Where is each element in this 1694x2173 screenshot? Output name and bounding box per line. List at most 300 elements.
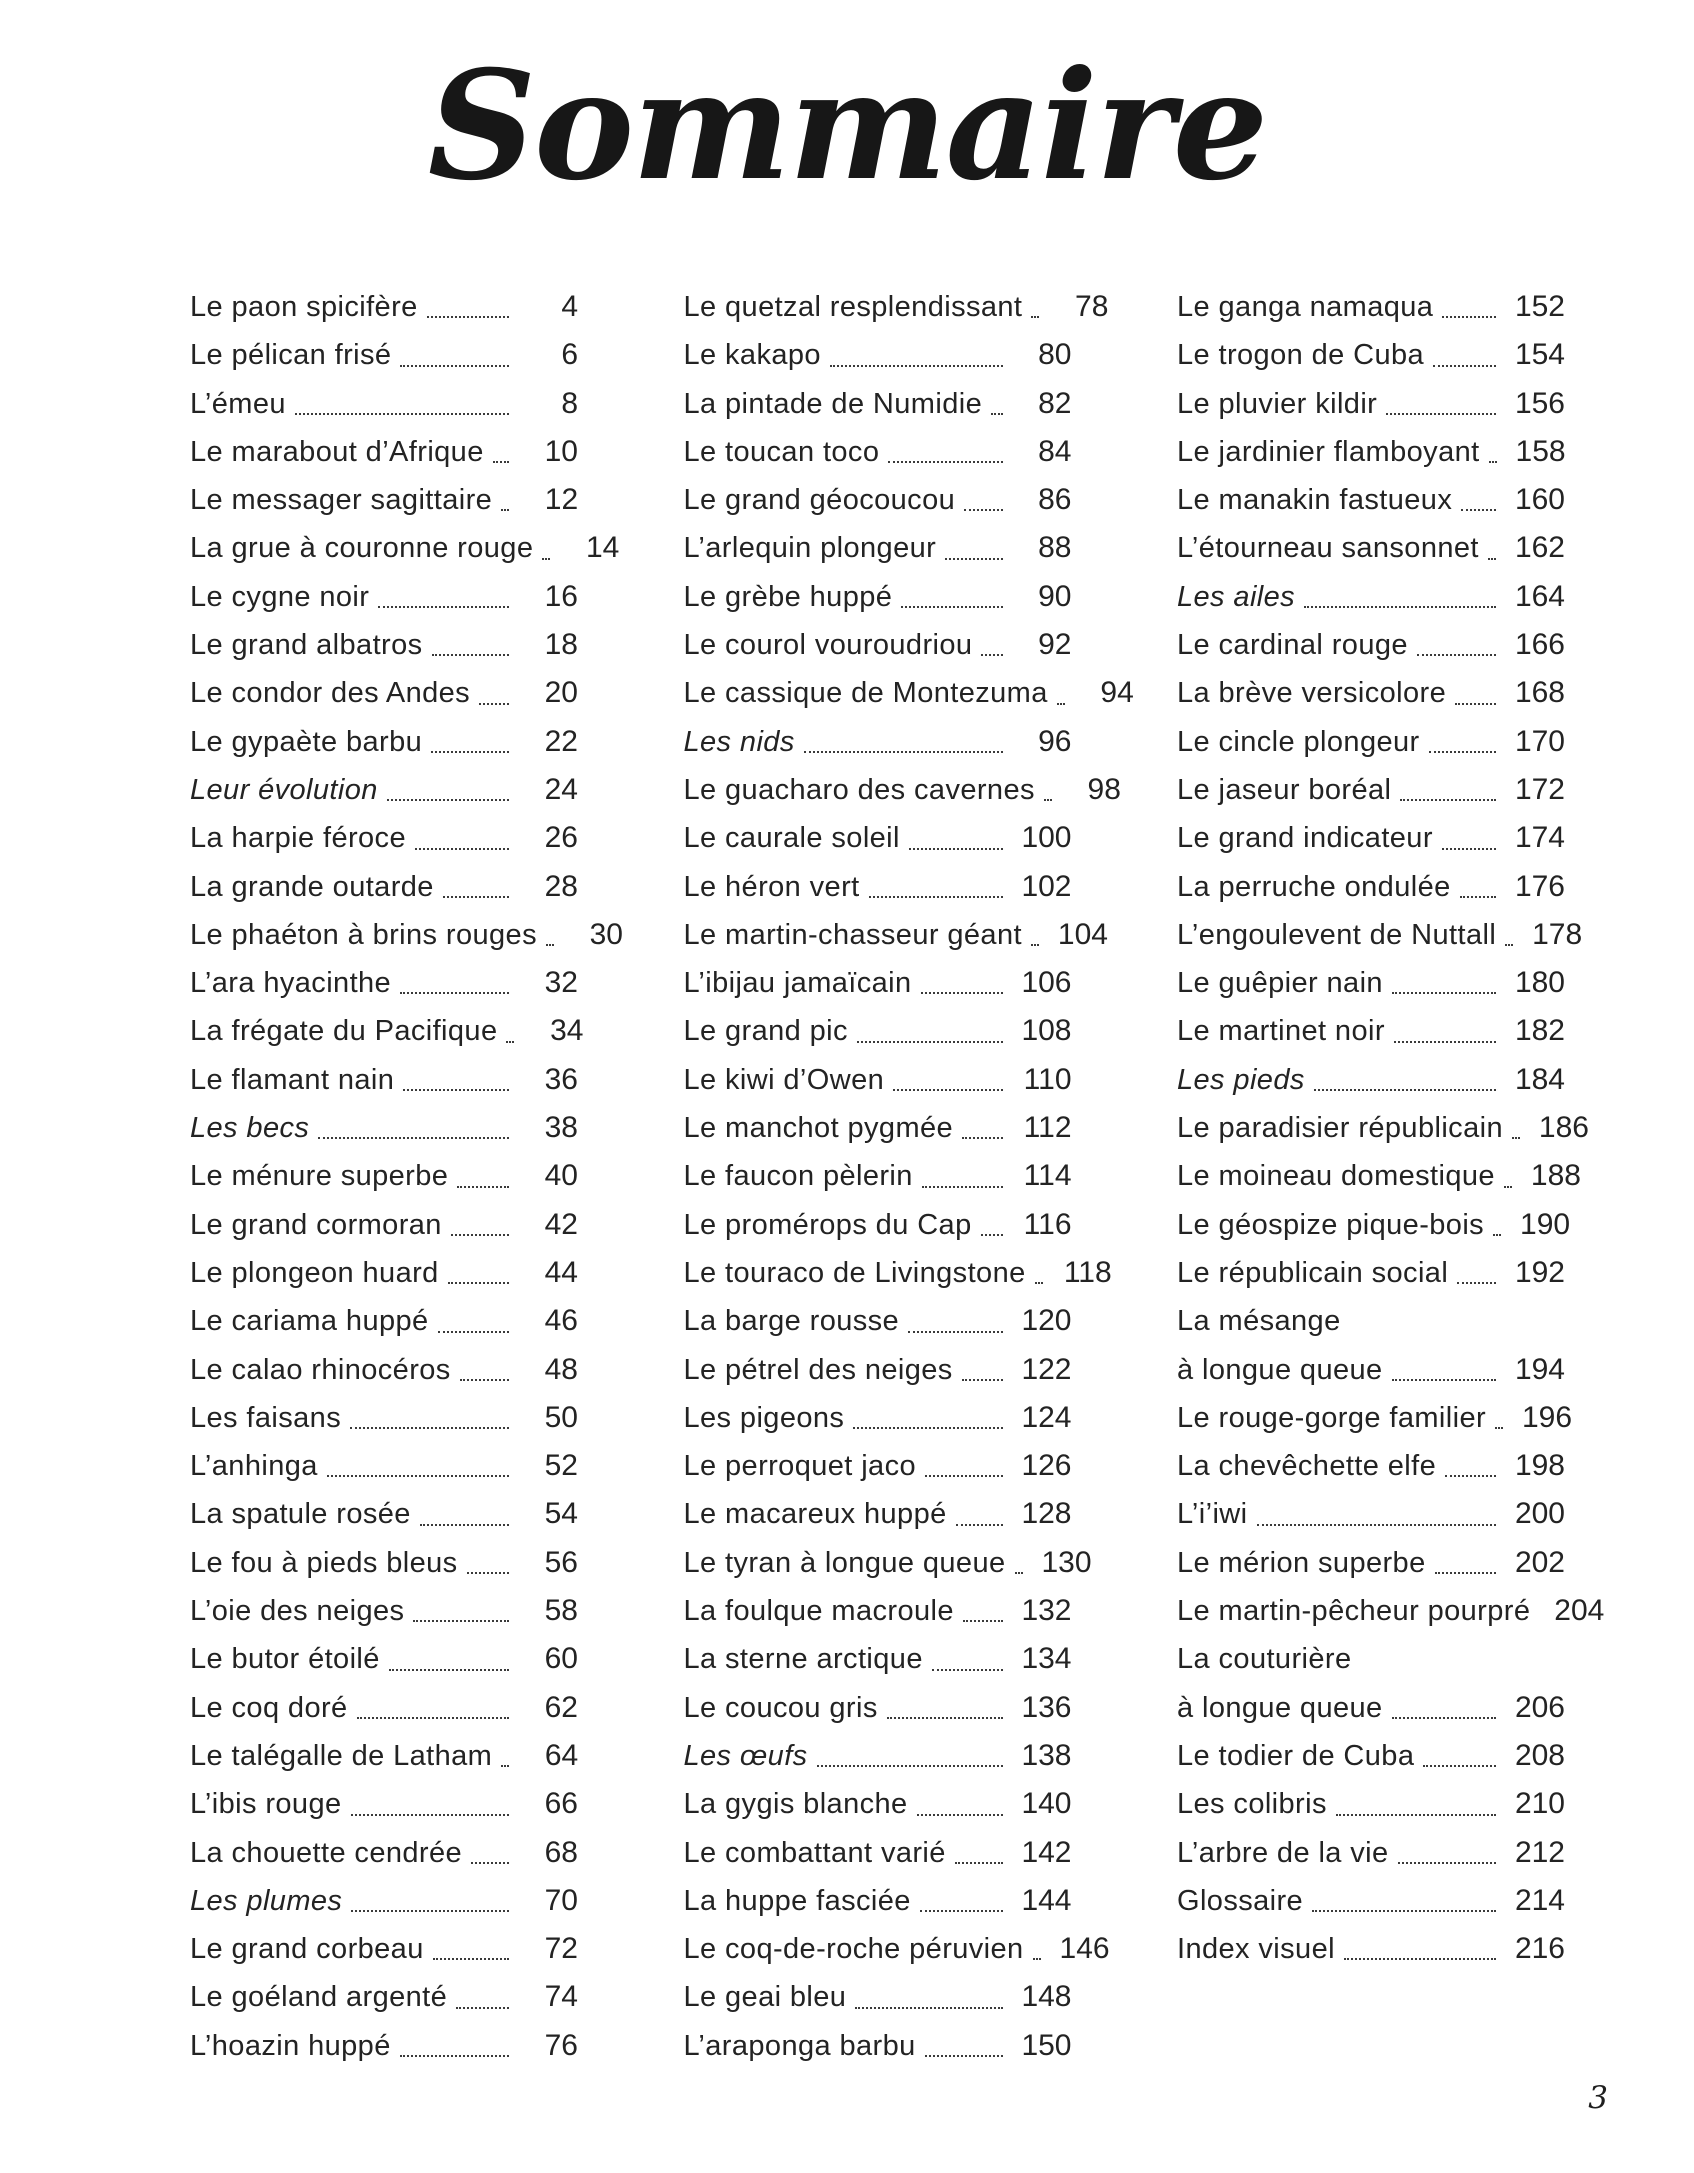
entry-page: 132 <box>1021 1594 1072 1628</box>
entry-label: Le quetzal resplendissant <box>683 291 1023 323</box>
toc-entry <box>1177 573 1565 621</box>
entry-page: 66 <box>544 1787 578 1821</box>
entry-page: 204 <box>1554 1594 1605 1628</box>
leader-dots <box>403 1089 509 1091</box>
leader-dots <box>1044 799 1052 801</box>
toc-entry <box>683 1925 1110 1973</box>
entry-page: 106 <box>1021 966 1072 1000</box>
entry-page: 50 <box>544 1400 578 1434</box>
toc-entry <box>190 524 620 572</box>
entry-label: La sterne arctique <box>683 1643 923 1676</box>
entry-label: Le républicain social <box>1177 1256 1449 1289</box>
toc-entry <box>190 1587 578 1635</box>
toc-entry <box>1177 476 1565 524</box>
entry-page: 140 <box>1021 1787 1072 1821</box>
entry-label: Le plongeon huard <box>190 1256 439 1289</box>
leader-dots <box>1489 461 1497 463</box>
entry-page: 68 <box>544 1835 578 1869</box>
toc-entry <box>684 380 1072 428</box>
leader-dots <box>400 2055 509 2057</box>
leader-dots <box>1433 365 1496 367</box>
toc-entry <box>1177 428 1565 476</box>
leader-dots <box>443 896 509 898</box>
entry-label: L’étourneau sansonnet <box>1177 532 1479 565</box>
leader-dots <box>1493 1234 1501 1236</box>
entry-page: 72 <box>544 1932 578 1966</box>
entry-label: Le jardinier flamboyant <box>1177 435 1480 468</box>
leader-dots <box>1392 1379 1496 1381</box>
toc-entry <box>683 911 1108 959</box>
entry-label: Le martin-chasseur géant <box>683 918 1022 951</box>
entry-page: 128 <box>1021 1497 1072 1531</box>
toc-entry <box>190 1780 578 1828</box>
entry-page: 186 <box>1538 1111 1589 1145</box>
entry-label: Index visuel <box>1177 1933 1335 1966</box>
leader-dots <box>351 1910 509 1912</box>
leader-dots <box>451 1234 509 1236</box>
entry-label: Le geai bleu <box>683 1981 847 2014</box>
entry-label: Le grand pic <box>683 1015 848 1048</box>
entry-label: Le phaéton à brins rouges <box>190 918 537 951</box>
leader-dots <box>1344 1958 1496 1960</box>
leader-dots <box>413 1620 509 1622</box>
entry-label: Le héron vert <box>683 870 860 903</box>
entry-page: 102 <box>1021 869 1072 903</box>
leader-dots <box>804 751 1003 753</box>
entry-page: 206 <box>1514 1690 1565 1724</box>
toc-entry <box>684 1297 1072 1345</box>
leader-dots <box>350 1427 509 1429</box>
toc-entry <box>190 1973 578 2021</box>
entry-label: L’hoazin huppé <box>190 2029 391 2062</box>
toc-entry <box>1177 959 1565 1007</box>
entry-label: Leur évolution <box>190 773 378 806</box>
entry-label: La mésange <box>1177 1305 1341 1338</box>
entry-label: Les ailes <box>1177 580 1296 613</box>
entry-label: Le grand cormoran <box>190 1208 442 1241</box>
entry-page: 210 <box>1514 1787 1565 1821</box>
entry-label: Le ganga namaqua <box>1177 291 1434 323</box>
entry-page: 8 <box>561 386 578 420</box>
toc-entry <box>684 1490 1072 1538</box>
entry-page: 64 <box>544 1738 579 1772</box>
entry-page: 162 <box>1514 531 1565 565</box>
leader-dots <box>1417 654 1496 656</box>
leader-dots <box>1015 1572 1023 1574</box>
entry-page: 78 <box>1075 290 1109 323</box>
entry-label: Le fou à pieds bleus <box>190 1546 458 1579</box>
entry-page: 144 <box>1021 1883 1072 1917</box>
entry-label: La perruche ondulée <box>1177 870 1451 903</box>
entry-label: Le flamant nain <box>190 1063 395 1096</box>
toc-entry <box>684 1346 1072 1394</box>
toc-entry <box>684 1152 1072 1200</box>
toc-entry <box>190 1297 578 1345</box>
entry-page: 90 <box>1038 579 1072 613</box>
entry-label: Le messager sagittaire <box>190 484 493 517</box>
leader-dots <box>869 896 1003 898</box>
entry-label: La brève versicolore <box>1177 677 1447 710</box>
leader-dots <box>1304 606 1496 608</box>
toc-entry <box>1177 524 1565 572</box>
toc-column-2 <box>683 283 1134 2070</box>
leader-dots <box>420 1524 509 1526</box>
leader-dots <box>467 1572 509 1574</box>
leader-dots <box>501 509 509 511</box>
toc-entry <box>684 1635 1072 1683</box>
leader-dots <box>945 558 1002 560</box>
leader-dots <box>415 848 509 850</box>
entry-page: 138 <box>1021 1738 1072 1772</box>
leader-dots <box>981 654 1002 656</box>
toc-entry <box>684 1201 1072 1249</box>
entry-page: 42 <box>544 1207 578 1241</box>
toc-entry <box>190 1249 578 1297</box>
leader-dots <box>887 1717 1003 1719</box>
entry-label: Le caurale soleil <box>683 822 900 855</box>
leader-dots <box>318 1137 509 1139</box>
toc-entry <box>684 1877 1072 1925</box>
leader-dots <box>471 1862 509 1864</box>
entry-page: 142 <box>1021 1835 1072 1869</box>
entry-label: Le grèbe huppé <box>683 580 893 613</box>
toc-entry <box>190 1539 578 1587</box>
leader-dots <box>1392 1717 1496 1719</box>
entry-label: Le goéland argenté <box>190 1981 448 2014</box>
entry-label: Le mérion superbe <box>1177 1546 1426 1579</box>
entry-label: Le talégalle de Latham <box>190 1739 493 1772</box>
toc-entry <box>684 1780 1072 1828</box>
toc-entry <box>684 524 1072 572</box>
leader-dots <box>857 1041 1003 1043</box>
entry-page: 24 <box>544 772 578 806</box>
entry-label: Le moineau domestique <box>1177 1160 1495 1193</box>
entry-page: 184 <box>1514 1062 1565 1096</box>
toc-entry <box>190 1732 578 1780</box>
toc-entry <box>190 1104 578 1152</box>
leader-dots <box>1455 703 1496 705</box>
entry-page: 182 <box>1514 1014 1565 1048</box>
entry-label: Le rouge-gorge familier <box>1177 1401 1487 1434</box>
entry-label: à longue queue <box>1177 1353 1383 1386</box>
entry-label: Le combattant varié <box>683 1836 946 1869</box>
toc-entry <box>190 959 578 1007</box>
toc-entry <box>1177 283 1565 331</box>
entry-label: Le grand géocoucou <box>683 484 956 517</box>
toc-entry <box>190 1442 578 1490</box>
entry-label: Le pélican frisé <box>190 339 392 372</box>
toc-entry <box>684 476 1072 524</box>
entry-page: 198 <box>1514 1449 1565 1483</box>
entry-page: 86 <box>1038 483 1072 517</box>
leader-dots <box>964 509 1002 511</box>
entry-label: Le pluvier kildir <box>1177 387 1378 420</box>
leader-dots <box>1488 558 1496 560</box>
toc-entry <box>684 1732 1072 1780</box>
toc-entry <box>1177 1297 1565 1345</box>
entry-page: 160 <box>1514 483 1565 517</box>
entry-page: 22 <box>544 724 578 758</box>
entry-label: L’ibis rouge <box>190 1788 342 1821</box>
toc-entry <box>190 1925 578 1973</box>
leader-dots <box>1312 1910 1496 1912</box>
entry-page: 76 <box>544 2028 578 2062</box>
entry-page: 174 <box>1514 821 1565 855</box>
leader-dots <box>1386 413 1496 415</box>
entry-label: L’ara hyacinthe <box>190 967 392 1000</box>
entry-label: La grande outarde <box>190 870 434 903</box>
toc-entry <box>1177 1394 1573 1442</box>
entry-page: 16 <box>544 579 578 613</box>
leader-dots <box>432 654 509 656</box>
entry-page: 28 <box>544 869 578 903</box>
toc-entry <box>190 283 578 331</box>
entry-label: Le todier de Cuba <box>1177 1739 1415 1772</box>
toc-entry <box>1177 331 1565 379</box>
toc-entry <box>1177 718 1565 766</box>
entry-label: Le grand albatros <box>190 629 423 662</box>
toc-entry <box>190 428 578 476</box>
toc-entry <box>1177 1780 1565 1828</box>
toc-entry <box>190 911 623 959</box>
entry-page: 6 <box>561 338 578 372</box>
toc-entry <box>1177 911 1583 959</box>
entry-label: Les colibris <box>1177 1788 1327 1821</box>
entry-page: 188 <box>1530 1159 1581 1193</box>
entry-page: 36 <box>544 1062 578 1096</box>
toc-entry <box>1177 1249 1565 1297</box>
entry-page: 216 <box>1514 1932 1565 1966</box>
entry-page: 52 <box>544 1449 578 1483</box>
toc-entry <box>1177 1684 1565 1732</box>
entry-label: Le touraco de Livingstone <box>683 1256 1026 1289</box>
entry-label: Le tyran à longue queue <box>683 1546 1006 1579</box>
entry-page: 104 <box>1057 917 1108 951</box>
entry-page: 34 <box>550 1014 584 1048</box>
leader-dots <box>501 1765 509 1767</box>
toc-entry <box>1177 1152 1581 1200</box>
entry-label: L’ibijau jamaïcain <box>683 967 912 1000</box>
leader-dots <box>506 1041 514 1043</box>
entry-label: La barge rousse <box>683 1305 900 1338</box>
entry-page: 118 <box>1063 1255 1112 1289</box>
leader-dots <box>991 413 1002 415</box>
leader-dots <box>1504 1186 1512 1188</box>
leader-dots <box>1495 1427 1503 1429</box>
toc-entry <box>190 1007 584 1055</box>
toc-entry <box>1177 1056 1565 1104</box>
toc-entry <box>684 1587 1072 1635</box>
entry-label: La grue à couronne rouge <box>190 532 534 565</box>
leader-dots <box>460 1379 509 1381</box>
leader-dots <box>1445 1475 1496 1477</box>
leader-dots <box>431 751 509 753</box>
entry-page: 158 <box>1515 434 1566 468</box>
leader-dots <box>1512 1137 1520 1139</box>
leader-dots <box>1314 1089 1496 1091</box>
toc-entry <box>1177 1925 1565 1973</box>
entry-label: Les pieds <box>1177 1063 1305 1096</box>
toc-entry <box>684 1104 1072 1152</box>
entry-label: Le manakin fastueux <box>1177 484 1453 517</box>
entry-page: 112 <box>1023 1111 1072 1145</box>
entry-label: Le géospize pique-bois <box>1177 1208 1485 1241</box>
leader-dots <box>1457 1282 1496 1284</box>
entry-page: 44 <box>544 1255 578 1289</box>
entry-page: 172 <box>1514 772 1565 806</box>
leader-dots <box>909 848 1003 850</box>
table-of-contents <box>190 283 1605 2070</box>
leader-dots <box>1392 992 1496 994</box>
entry-label: Le marabout d’Afrique <box>190 435 484 468</box>
leader-dots <box>1031 944 1039 946</box>
toc-entry <box>190 1056 578 1104</box>
entry-label: Le paon spicifère <box>190 291 418 323</box>
toc-entry <box>190 1877 578 1925</box>
leader-dots <box>956 1524 1003 1526</box>
leader-dots <box>1394 1041 1496 1043</box>
entry-label: La chevêchette elfe <box>1177 1450 1437 1483</box>
entry-page: 48 <box>544 1352 578 1386</box>
leader-dots <box>893 1089 1002 1091</box>
entry-page: 202 <box>1514 1545 1565 1579</box>
entry-page: 154 <box>1514 338 1565 372</box>
entry-label: L’oie des neiges <box>190 1595 405 1628</box>
toc-entry <box>684 1007 1072 1055</box>
entry-page: 14 <box>585 531 620 565</box>
leader-dots <box>1505 944 1513 946</box>
toc-entry <box>684 814 1072 862</box>
entry-label: Le macareux huppé <box>683 1498 947 1531</box>
entry-label: Le ménure superbe <box>190 1160 449 1193</box>
leader-dots <box>457 1186 509 1188</box>
entry-label: Le pétrel des neiges <box>683 1353 953 1386</box>
entry-page: 26 <box>544 821 578 855</box>
entry-label: L’arbre de la vie <box>1177 1836 1389 1869</box>
toc-entry <box>684 863 1072 911</box>
toc-entry <box>190 476 578 524</box>
entry-label: L’engoulevent de Nuttall <box>1177 918 1497 951</box>
leader-dots <box>456 2007 509 2009</box>
entry-label: La chouette cendrée <box>190 1836 463 1869</box>
entry-label: Le promérops du Cap <box>683 1208 972 1241</box>
entry-page: 54 <box>544 1497 578 1531</box>
toc-entry <box>683 283 1109 331</box>
leader-dots <box>1460 896 1496 898</box>
toc-entry <box>190 669 578 717</box>
leader-dots <box>493 461 509 463</box>
toc-entry <box>684 718 1072 766</box>
entry-label: L’i’iwi <box>1177 1498 1248 1531</box>
entry-label: Le martin-pêcheur pourpré <box>1177 1595 1531 1628</box>
entry-page: 214 <box>1514 1883 1565 1917</box>
toc-entry <box>684 1394 1072 1442</box>
entry-page: 94 <box>1100 676 1134 710</box>
entry-label: Le cincle plongeur <box>1177 725 1420 758</box>
entry-page: 212 <box>1514 1835 1565 1869</box>
entry-label: Le coq-de-roche péruvien <box>683 1933 1024 1966</box>
entry-page: 170 <box>1514 724 1565 758</box>
toc-entry <box>1177 1007 1565 1055</box>
entry-label: Les nids <box>683 725 795 758</box>
toc-entry <box>1177 1539 1565 1587</box>
entry-label: La couturière <box>1177 1643 1352 1676</box>
toc-entry <box>683 1249 1112 1297</box>
toc-entry <box>684 959 1072 1007</box>
leader-dots <box>378 606 509 608</box>
entry-page: 74 <box>544 1980 578 2014</box>
toc-entry <box>1177 814 1565 862</box>
toc-entry <box>190 1829 578 1877</box>
entry-label: La spatule rosée <box>190 1498 411 1531</box>
entry-page: 82 <box>1038 386 1072 420</box>
entry-page: 176 <box>1514 869 1565 903</box>
entry-page: 32 <box>544 966 578 1000</box>
entry-label: Les pigeons <box>683 1401 845 1434</box>
entry-page: 156 <box>1514 386 1565 420</box>
toc-column-3 <box>1177 283 1605 2070</box>
leader-dots <box>901 606 1002 608</box>
toc-entry <box>1177 1877 1565 1925</box>
entry-label: Le kakapo <box>683 339 821 372</box>
entry-page: 88 <box>1038 531 1072 565</box>
leader-dots <box>888 461 1002 463</box>
toc-entry <box>1177 1490 1565 1538</box>
entry-label: Le faucon pèlerin <box>683 1160 913 1193</box>
entry-label: Le trogon de Cuba <box>1177 339 1425 372</box>
leader-dots <box>1435 1572 1496 1574</box>
leader-dots <box>1429 751 1496 753</box>
toc-entry <box>1177 863 1565 911</box>
entry-label: Le butor étoilé <box>190 1643 380 1676</box>
toc-entry <box>1177 1635 1565 1683</box>
entry-label: Le gypaète barbu <box>190 725 423 758</box>
leader-dots <box>855 2007 1002 2009</box>
entry-label: L’araponga barbu <box>683 2029 916 2062</box>
leader-dots <box>1033 1958 1041 1960</box>
leader-dots <box>1442 316 1496 318</box>
entry-page: 56 <box>544 1545 578 1579</box>
folio-page-number: 3 <box>1588 2080 1608 2116</box>
toc-entry <box>190 863 578 911</box>
leader-dots <box>830 365 1003 367</box>
entry-label: Les œufs <box>683 1739 808 1772</box>
entry-page: 40 <box>544 1159 578 1193</box>
leader-dots <box>479 703 509 705</box>
toc-entry <box>684 2022 1072 2070</box>
entry-page: 114 <box>1023 1159 1072 1193</box>
entry-label: Le calao rhinocéros <box>190 1353 451 1386</box>
leader-dots <box>1423 1765 1496 1767</box>
leader-dots <box>920 1910 1003 1912</box>
entry-page: 178 <box>1532 917 1583 951</box>
entry-label: Le cygne noir <box>190 580 370 613</box>
toc-entry <box>683 1539 1092 1587</box>
leader-dots <box>1442 848 1496 850</box>
toc-entry <box>190 766 578 814</box>
entry-page: 150 <box>1021 2028 1072 2062</box>
entry-page: 100 <box>1021 821 1072 855</box>
leader-dots <box>908 1331 1002 1333</box>
entry-page: 194 <box>1514 1352 1565 1386</box>
entry-page: 70 <box>544 1883 578 1917</box>
leader-dots <box>955 1862 1003 1864</box>
entry-label: Les plumes <box>190 1884 343 1917</box>
entry-label: Le grand indicateur <box>1177 822 1433 855</box>
toc-entry <box>190 718 578 766</box>
entry-label: Le perroquet jaco <box>683 1450 917 1483</box>
toc-entry <box>1177 1201 1571 1249</box>
